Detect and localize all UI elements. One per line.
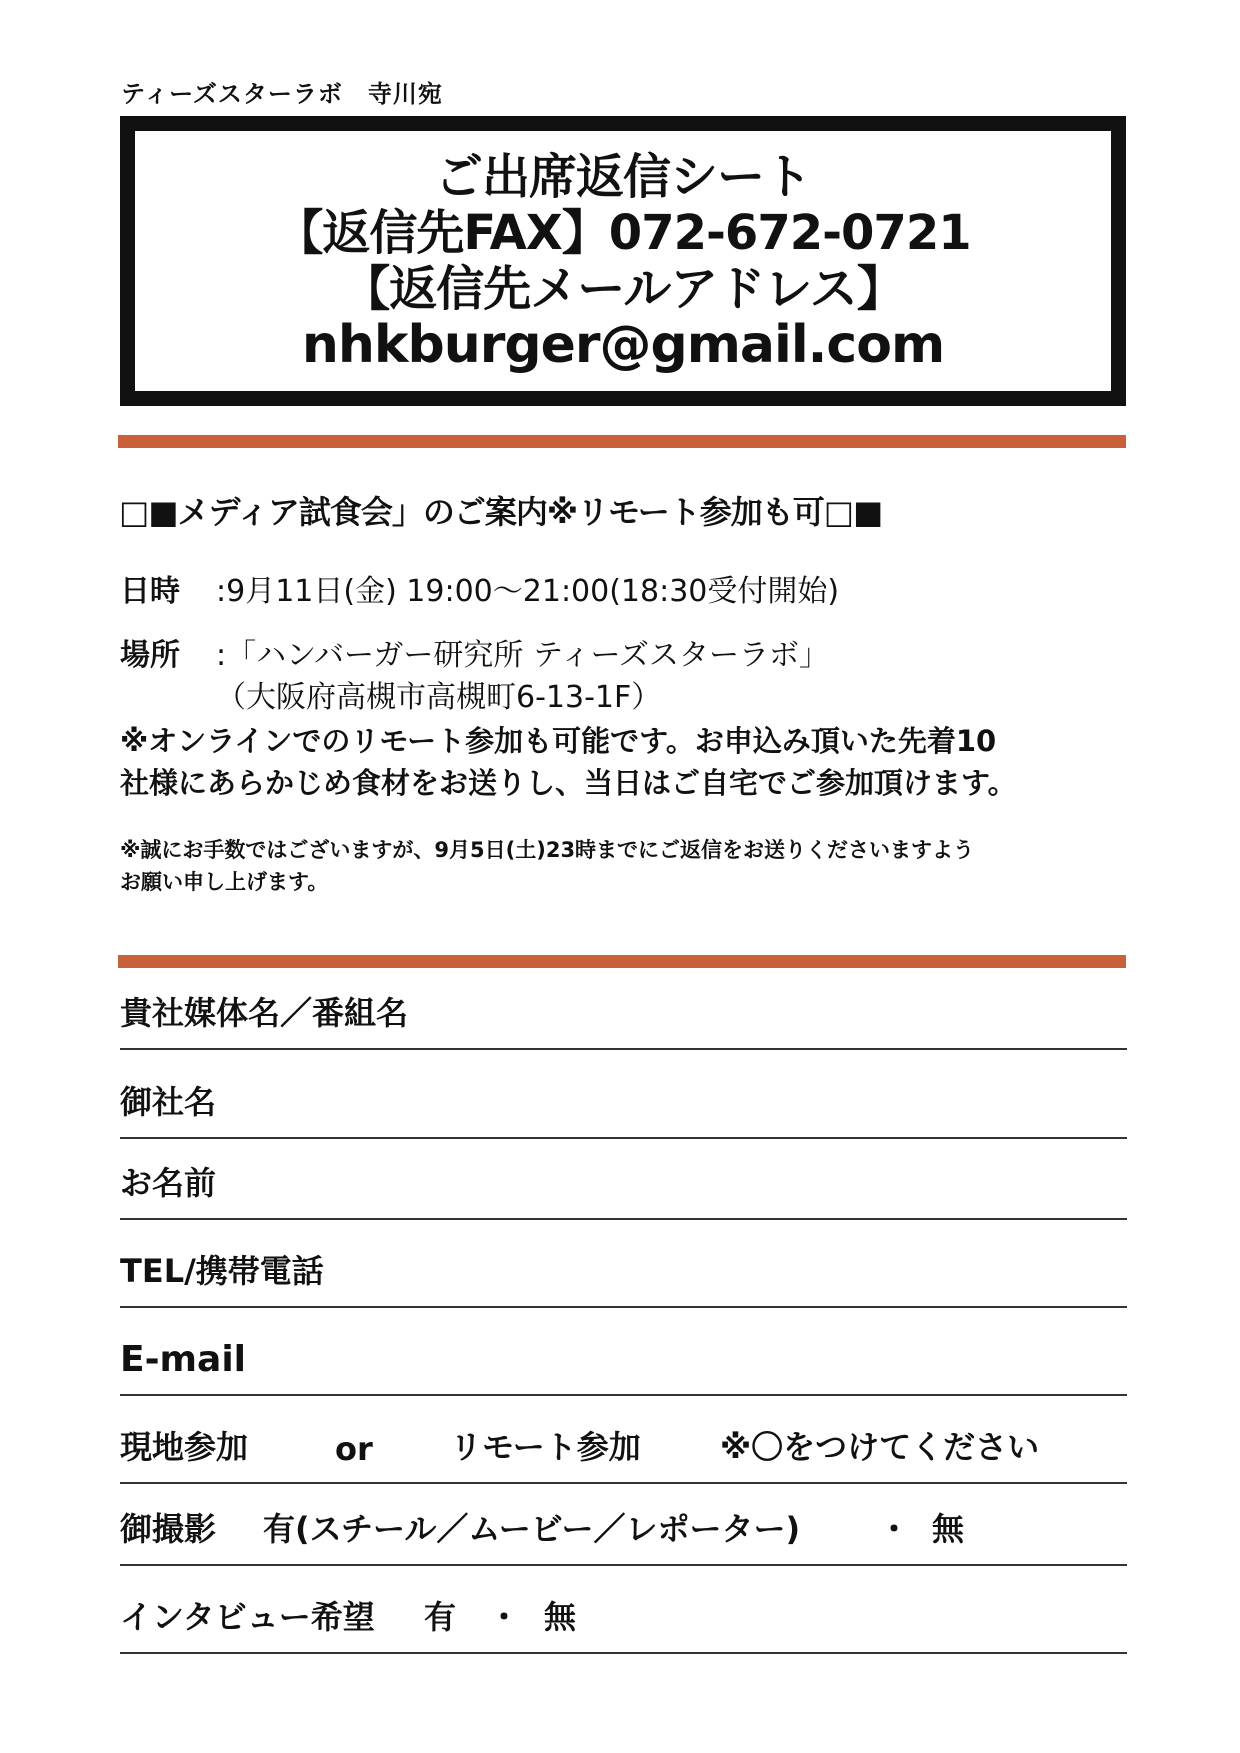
email-row[interactable] xyxy=(120,1308,1127,1396)
media-name-row[interactable] xyxy=(120,980,1127,1050)
sender-line: ティーズスターラボ 寺川宛 xyxy=(121,80,443,108)
date-row xyxy=(120,566,839,610)
interview-no-option[interactable]: 無 xyxy=(544,1598,577,1636)
company-name-row[interactable] xyxy=(120,1050,1127,1139)
divider-bar-top xyxy=(118,435,1126,448)
interview-separator: ・ xyxy=(488,1598,521,1636)
or-text: or xyxy=(335,1430,373,1468)
place-value: :「ハンバーガー研究所 ティーズスターラボ」 xyxy=(216,638,830,673)
participation-row xyxy=(120,1396,1127,1484)
interview-yes-option[interactable]: 有 xyxy=(424,1598,457,1636)
mail-label: 【返信先メールアドレス】 xyxy=(342,261,904,317)
company-name-label: 御社名 xyxy=(120,1083,217,1121)
media-name-label: 貴社媒体名／番組名 xyxy=(120,994,409,1032)
place-row xyxy=(120,630,829,674)
filming-separator: ・ xyxy=(878,1510,911,1548)
interview-row xyxy=(120,1566,1127,1654)
remote-note-1: ※オンラインでのリモート参加も可能です。お申込み頂いた先着10 xyxy=(120,724,997,758)
email-label: E-mail xyxy=(120,1339,247,1380)
place-label: 場所 xyxy=(120,638,180,673)
person-name-label: お名前 xyxy=(120,1164,217,1202)
filming-label: 御撮影 xyxy=(120,1510,217,1548)
onsite-option[interactable]: 現地参加 xyxy=(120,1428,249,1466)
circle-instruction: ※〇をつけてください xyxy=(720,1428,1040,1466)
date-value: :9月11日(金) 19:00～21:00(18:30受付開始) xyxy=(216,574,840,609)
interview-label: インタビュー希望 xyxy=(120,1598,375,1636)
person-name-row[interactable] xyxy=(120,1139,1127,1220)
filming-row xyxy=(120,1484,1127,1566)
fax-line: 【返信先FAX】072-672-0721 xyxy=(275,205,971,261)
sheet-title: ご出席返信シート xyxy=(434,149,811,205)
remote-option[interactable]: リモート参加 xyxy=(450,1428,641,1466)
phone-row[interactable] xyxy=(120,1220,1127,1308)
reply-email[interactable]: nhkburger@gmail.com xyxy=(301,315,945,375)
place-address: （大阪府高槻市高槻町6-13-1F） xyxy=(216,680,662,715)
event-heading: □■メディア試食会」のご案内※リモート参加も可□■ xyxy=(119,493,883,531)
deadline-note-1: ※誠にお手数ではございますが、9月5日(土)23時までにご返信をお送りくださいますよう xyxy=(120,838,975,862)
remote-note-2: 社様にあらかじめ食材をお送りし、当日はご自宅でご参加頂けます。 xyxy=(120,766,1017,800)
phone-label: TEL/携帯電話 xyxy=(120,1252,324,1290)
deadline-note-2: お願い申し上げます。 xyxy=(120,870,329,894)
filming-no-option[interactable]: 無 xyxy=(932,1510,965,1548)
filming-yes-option[interactable]: 有(スチール／ムービー／レポーター) xyxy=(263,1510,801,1548)
reply-info-box xyxy=(120,116,1126,406)
date-label: 日時 xyxy=(120,574,180,609)
divider-bar-bottom xyxy=(118,955,1126,968)
